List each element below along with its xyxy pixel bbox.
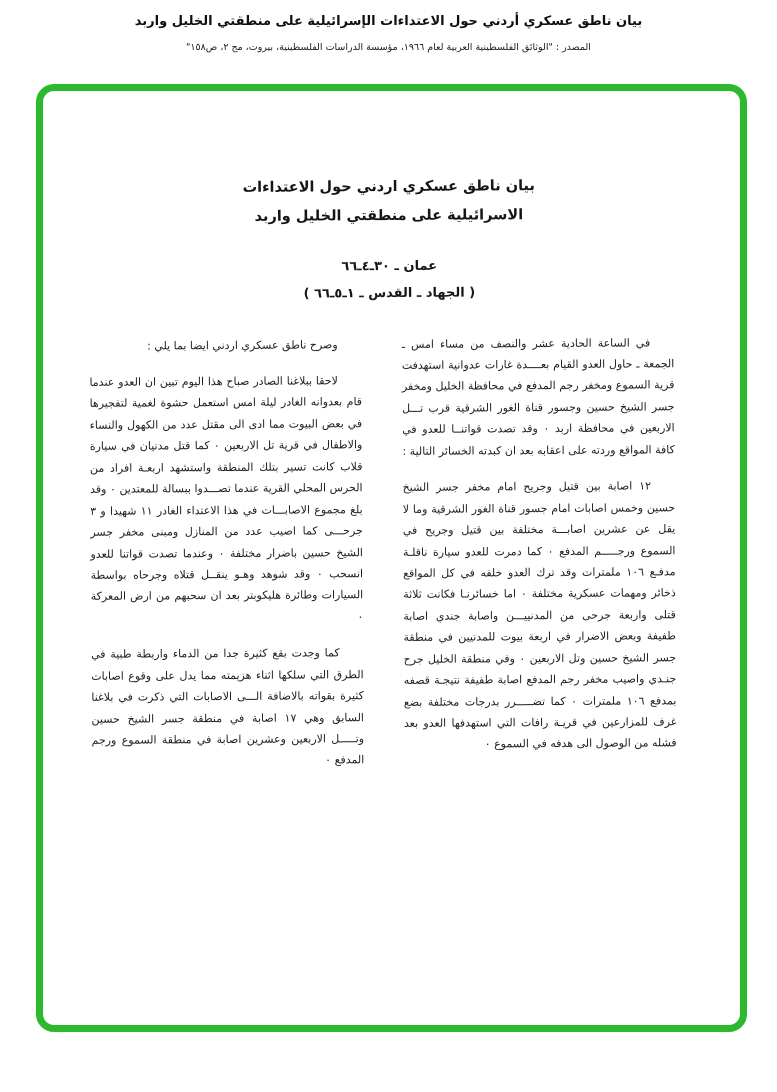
page-header <box>0 14 777 53</box>
source-citation: المصدر : "الوثائق الفلسطينية العربية لعام ١٩٦٦، مؤسسة الدراسات الفلسطينية، بيروت، مج ٢، ص١٥٨" <box>186 42 591 53</box>
paragraph: كما وجدت بقع كثيرة جدا من الدماء واربطة طبية في الطرق التي سلكها اثناء هزيمته مما يدل على وقوع اصابات كثيرة بقواته بالاضافة الـــى الاصابات التي ذكرت في بلاغنا السابق وهي ١٧ اصابة في منطقة جسر الشيخ حسين وتـــــل الاربعين وعشرين اصابة في منطقة السموع ورجم المدفع ٠ <box>91 646 365 767</box>
dateline: عمان ـ ٣٠ـ٤ـ٦٦ <box>341 258 438 275</box>
document-title <box>40 171 737 233</box>
column-left <box>89 334 364 788</box>
reference-line: ( الجهاد ـ القدس ـ ١ـ٥ـ٦٦ ) <box>303 285 476 302</box>
document-frame <box>36 84 747 1032</box>
column-right <box>402 332 677 786</box>
paragraph: ١٢ اصابة بين قتيل وجريح امام مخفر جسر الشيخ حسين وخمس اصابات امام جسور قناة الغور الشرقية وما لا يقل عن عشرين اصابـــة مختلفة بين قتيل وجريح في السموع ورجـــــم المدفع ٠ كما دمرت للعدو سيارة ناقلـة مدفـع ١٠٦ ملمترات وقد ترك العدو خلفه في كل المواقع ذخائر ومهمات عسكرية مختلفة ٠ اما خسائرنـا فكانت ثلاثة قتلى واربعة جرحى من المدنييـــن واصابة جندي اصابة طفيفة وبعض الاضرار في اربعة بيوت للمدنيين في منطقة جسر الشيخ حسين وتل الاربعين ٠ وفي منطقة الخليل جرح جنـدي واصيب مخفر رجم المدفع اصابة طفيفة نتيجـة قصفه بمدفع ١٠٦ ملمترات ٠ كما تضـــــرر بدرجات مختلفة بضع غرف للمزارعين في قريـة رافات التي استهدفها العدو بعد فشله من الوصول الى هدفه في السموع ٠ <box>402 479 677 751</box>
document-meta <box>41 251 738 310</box>
paragraph: وصرح ناطق عسكري اردني ايضا بما يلي : <box>147 337 338 353</box>
paragraph: في الساعة الحادية عشر والنصف من مساء امس ـ الجمعة ـ حاول العدو القيام بعــــدة غارات عدوانية استهدفت قرية السموع ومخفر رجم المدفع في محافظة الخليل ومخفر جسر الشيخ حسين وجسور قناة الغور الشرقية قرب تـــل الاربعين في محافظة اربد ٠ وقد تصدت قواتنــا للعدو في كافة المواقع وردته على اعقابه بعد ان كبدته الخسائر التالية : <box>401 336 675 458</box>
paragraph: لاحقا ببلاغنا الصادر صباح هذا اليوم تبين ان العدو عندما قام بعدوانه الغادر ليلة امس استعمل حشوة لغمية لتفجيرها في بعض البيوت مما ادى الى مقتل عدد من الكهول والنساء والاطفال في قرية تل الاربعين ٠ كما قتل مدنيان في سيارة قلاب كانت تسير بتلك المنطقة واستشهد اربعـة افراد من الحرس المحلي القرية عندما تصـــدوا ببسالة للمعتدين ٠ وقد بلغ مجموع الاصابـــات في هذا الاعتداء الغادر ١١ شهيدا و ٣ جرحـــى كما اصيب عدد من المنازل ومبنى مخفر جسر الشيخ حسين باضرار مختلفة ٠ وعندما تصدت قواتنا للعدو انسحب ٠ وقد شوهد وهـو ينقــل قتلاه وجرحاه بواسطة السيارات وطائرة هليكوبتر بعد ان سحبهم من ارض المعركة ٠ <box>89 374 364 624</box>
document-body <box>41 305 741 788</box>
page-header-title: بيان ناطق عسكري أردني حول الاعتداءات الإسرائيلية على منطقتي الخليل واربد <box>134 14 643 29</box>
scanned-document <box>40 171 743 1092</box>
document-title-line2: الاسرائيلية على منطقتي الخليل واربد <box>254 207 524 225</box>
document-title-line1: بيان ناطق عسكري اردني حول الاعتداءات <box>242 178 535 196</box>
